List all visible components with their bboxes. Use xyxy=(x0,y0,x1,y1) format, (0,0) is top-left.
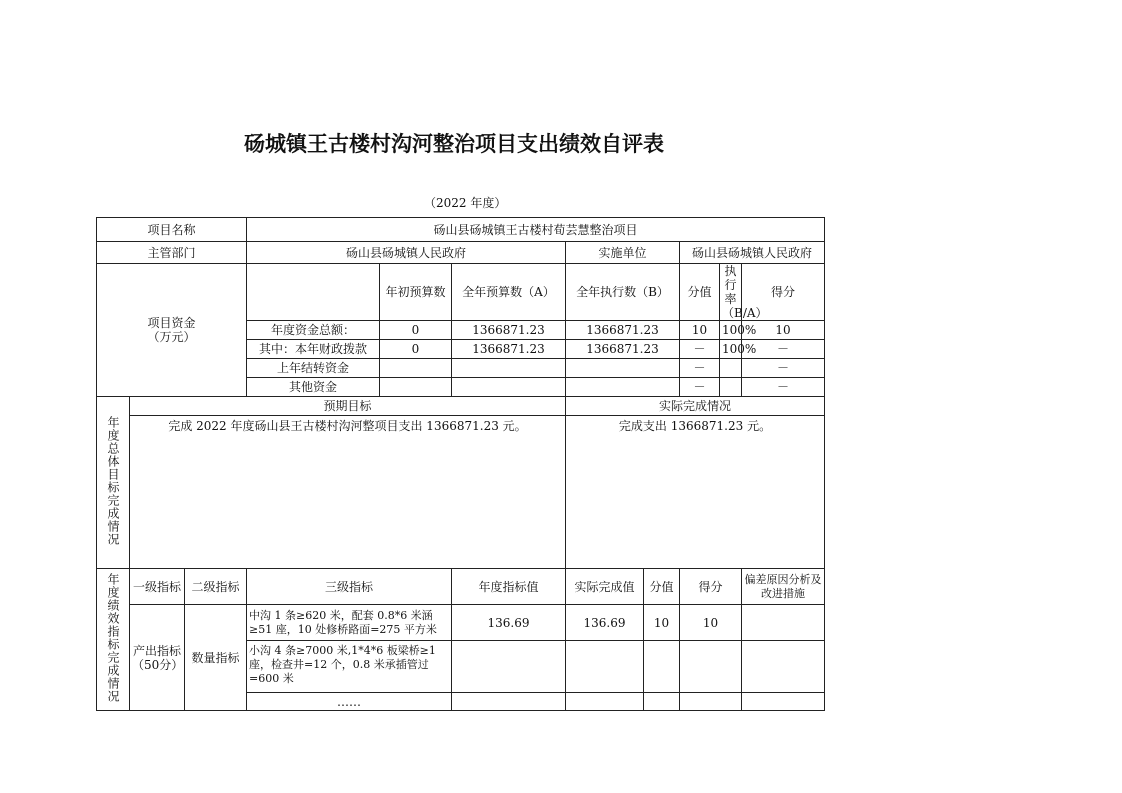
indicator-score xyxy=(680,693,742,711)
dept-value: 砀山县砀城镇人民政府 xyxy=(247,242,566,264)
indicator-reason xyxy=(742,605,825,641)
funds-row-budget: 1366871.23 xyxy=(452,340,566,359)
funds-label: 项目资金 xyxy=(147,316,196,330)
funds-row-weight: 10 xyxy=(680,321,720,340)
funds-row-label: 其中：本年财政拨款 xyxy=(247,340,380,359)
funds-row-executed: 1366871.23 xyxy=(566,340,680,359)
indicator-weight: 10 xyxy=(644,605,680,641)
funds-row-weight: － xyxy=(680,359,720,378)
funds-row-label: 年度资金总额： xyxy=(247,321,380,340)
indicator-actual: 136.69 xyxy=(566,605,644,641)
level1-value: 产出指标（50分） xyxy=(130,605,185,711)
funds-header-rate: 执行率（B/A） xyxy=(720,264,742,321)
level2-header: 二级指标 xyxy=(185,569,247,605)
funds-row-rate xyxy=(720,378,742,397)
funds-row-weight: － xyxy=(680,378,720,397)
impl-unit-value: 砀山县砀城镇人民政府 xyxy=(680,242,825,264)
indicator-score: 10 xyxy=(680,605,742,641)
dept-label: 主管部门 xyxy=(97,242,247,264)
funds-row-executed xyxy=(566,359,680,378)
project-name-value: 砀山县砀城镇王古楼村荀芸慧整治项目 xyxy=(247,218,825,242)
funds-unit: （万元） xyxy=(147,330,196,344)
funds-row-initial: 0 xyxy=(380,321,452,340)
project-name-label: 项目名称 xyxy=(97,218,247,242)
funds-row-budget xyxy=(452,378,566,397)
goals-side-cell xyxy=(97,397,130,569)
funds-row-label: 上年结转资金 xyxy=(247,359,380,378)
funds-label-cell xyxy=(97,264,247,397)
funds-row-executed: 1366871.23 xyxy=(566,321,680,340)
funds-row-weight: － xyxy=(680,340,720,359)
funds-row-budget xyxy=(452,359,566,378)
evaluation-table xyxy=(96,217,825,711)
department-row xyxy=(97,242,825,264)
level2-value: 数量指标 xyxy=(185,605,247,711)
funds-row-score: 10 xyxy=(742,321,825,340)
funds-row-score: － xyxy=(742,340,825,359)
level1-header: 一级指标 xyxy=(130,569,185,605)
indicator-row xyxy=(97,605,825,641)
score-header: 得分 xyxy=(680,569,742,605)
funds-header-blank xyxy=(247,264,380,321)
actual-header: 实际完成值 xyxy=(566,569,644,605)
project-name-row xyxy=(97,218,825,242)
funds-row-budget: 1366871.23 xyxy=(452,321,566,340)
indicator-target xyxy=(452,693,566,711)
funds-row-rate: 100% xyxy=(720,321,742,340)
target-header: 年度指标值 xyxy=(452,569,566,605)
indicator-reason xyxy=(742,641,825,693)
funds-row-score: － xyxy=(742,359,825,378)
funds-row-rate: 100% xyxy=(720,340,742,359)
indicator-desc: 中沟 1 条≥620 米，配套 0.8*6 米涵≥51 座，10 处修桥路面=275 平方米 xyxy=(247,605,452,641)
actual-goal-text: 完成支出 1366871.23 元。 xyxy=(566,416,825,569)
funds-header-row xyxy=(97,264,825,321)
funds-header-score: 得分 xyxy=(742,264,825,321)
funds-row-initial: 0 xyxy=(380,340,452,359)
indicator-actual xyxy=(566,693,644,711)
reason-header: 偏差原因分析及改进措施 xyxy=(742,569,825,605)
expected-goal-text: 完成 2022 年度砀山县王古楼村沟河整项目支出 1366871.23 元。 xyxy=(130,416,566,569)
funds-header-weight: 分值 xyxy=(680,264,720,321)
impl-unit-label: 实施单位 xyxy=(566,242,680,264)
indicator-actual xyxy=(566,641,644,693)
funds-row-executed xyxy=(566,378,680,397)
year-label: （2022 年度） xyxy=(424,196,507,210)
indicator-desc: 小沟 4 条≥7000 米,1*4*6 板梁桥≥1 座，检查井=12 个，0.8 米承插管过=600 米 xyxy=(247,641,452,693)
weight-header: 分值 xyxy=(644,569,680,605)
indicators-side-cell xyxy=(97,569,130,711)
funds-header-initial: 年初预算数 xyxy=(380,264,452,321)
funds-row-rate xyxy=(720,359,742,378)
level3-header: 三级指标 xyxy=(247,569,452,605)
funds-row-score: － xyxy=(742,378,825,397)
funds-header-budget: 全年预算数（A） xyxy=(452,264,566,321)
funds-row-initial xyxy=(380,378,452,397)
page-title: 砀城镇王古楼村沟河整治项目支出绩效自评表 xyxy=(244,132,664,156)
indicator-weight xyxy=(644,641,680,693)
indicators-header-row xyxy=(97,569,825,605)
funds-row-label: 其他资金 xyxy=(247,378,380,397)
goals-side-label: 年度总体目标完成情况 xyxy=(106,416,120,546)
indicator-weight xyxy=(644,693,680,711)
expected-goal-header: 预期目标 xyxy=(130,397,566,416)
goals-header-row xyxy=(97,397,825,416)
indicator-score xyxy=(680,641,742,693)
indicator-reason xyxy=(742,693,825,711)
actual-goal-header: 实际完成情况 xyxy=(566,397,825,416)
funds-row-initial xyxy=(380,359,452,378)
indicator-desc: …… xyxy=(247,693,452,711)
goals-row xyxy=(97,416,825,569)
indicator-target xyxy=(452,641,566,693)
indicator-target: 136.69 xyxy=(452,605,566,641)
funds-header-executed: 全年执行数（B） xyxy=(566,264,680,321)
indicators-side-label: 年度绩效指标完成情况 xyxy=(106,573,120,703)
